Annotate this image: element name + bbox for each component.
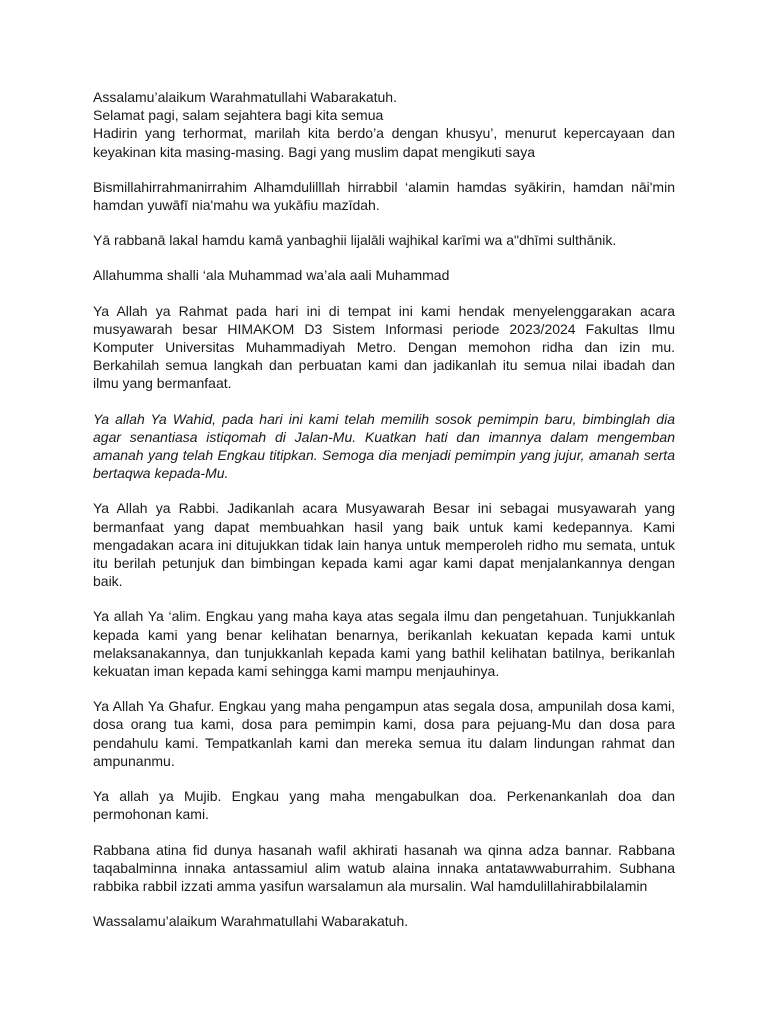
- closing-doa-paragraph: Rabbana atina fid dunya hasanah wafil akhirati hasanah wa qinna adza bannar. Rabbana taqabalminna innaka antassamiul alim watub alaina innaka antatawwaburrahim. Subhana rabbika rabbil izzati amma yasifun warsalamun ala mursalin. Wal hamdulillahirabbilalamin: [93, 841, 675, 894]
- ya-rabbi-paragraph: Ya Allah ya Rabbi. Jadikanlah acara Musyawarah Besar ini sebagai musyawarah yang bermanfaat yang dapat membuahkan hasil yang baik untuk kami kedepannya. Kami mengadakan acara ini ditujukkan tidak lain hanya untuk memperoleh ridho mu semata, untuk itu berilah petunjuk dan bimbingan kepada kami agar kami dapat menjalankannya dengan baik.: [93, 500, 675, 590]
- morning-greeting: Selamat pagi, salam sejahtera bagi kita semua: [93, 107, 384, 124]
- shalawat-paragraph: Allahumma shalli ‘ala Muhammad wa’ala aali Muhammad: [93, 267, 450, 284]
- rabbana-lakal-hamdu-paragraph: Yā rabbanā lakal hamdu kamā yanbaghii lijalāli wajhikal karīmi wa a"dhīmi sulthānik.: [93, 232, 617, 249]
- bismillah-paragraph: Bismillahirrahmanirrahim Alhamdulilllah hirrabbil ‘alamin hamdas syākirin, hamdan nāi'min hamdan yuwāfī nia'mahu wa yukāfiu mazīdah.: [93, 178, 675, 214]
- greeting-block: [93, 88, 675, 161]
- ya-rahmat-paragraph: Ya Allah ya Rahmat pada hari ini di tempat ini kami hendak menyelenggarakan acara musyawarah besar HIMAKOM D3 Sistem Informasi periode 2023/2024 Fakultas Ilmu Komputer Universitas Muhammadiyah Metro. Dengan memohon ridha dan izin mu. Berkahilah semua langkah dan perbuatan kami dan jadikanlah itu semua nilai ibadah dan ilmu yang bermanfaat.: [93, 302, 675, 392]
- ya-mujib-paragraph: Ya allah ya Mujib. Engkau yang maha mengabulkan doa. Perkenankanlah doa dan permohonan kami.: [93, 788, 675, 823]
- document-page: [93, 88, 675, 947]
- ya-wahid-paragraph: Ya allah Ya Wahid, pada hari ini kami telah memilih sosok pemimpin baru, bimbinglah dia agar senantiasa istiqomah di Jalan-Mu. Kuatkan hati dan imannya dalam mengemban amanah yang telah Engkau titipkan. Semoga dia menjadi pemimpin yang jujur, amanah serta bertaqwa kepada-Mu.: [93, 410, 675, 482]
- invitation-to-pray: Hadirin yang terhormat, marilah kita berdo’a dengan khusyu’, menurut kepercayaan dan keyakinan kita masing-masing. Bagi yang muslim dapat mengikuti saya: [93, 125, 675, 160]
- ya-ghafur-paragraph: Ya Allah Ya Ghafur. Engkau yang maha pengampun atas segala dosa, ampunilah dosa kami, dosa orang tua kami, dosa para pemimpin kami, dosa para pejuang-Mu dan dosa para pendahulu kami. Tempatkanlah kami dan mereka semua itu dalam lindungan rahmat dan ampunanmu.: [93, 698, 675, 769]
- opening-salam: Assalamu’alaikum Warahmatullahi Wabarakatuh.: [93, 89, 397, 105]
- closing-salam: Wassalamu’alaikum Warahmatullahi Wabarakatuh.: [93, 913, 409, 930]
- ya-alim-paragraph: Ya allah Ya ‘alim. Engkau yang maha kaya atas segala ilmu dan pengetahuan. Tunjukkanlah kepada kami yang benar kelihatan benarnya, berikanlah kekuatan kepada kami untuk melaksanakannya, dan tunjukkanlah kepada kami yang bathil kelihatan batilnya, berikanlah kekuatan iman kepada kami sehingga kami mampu menjauhinya.: [93, 608, 675, 680]
